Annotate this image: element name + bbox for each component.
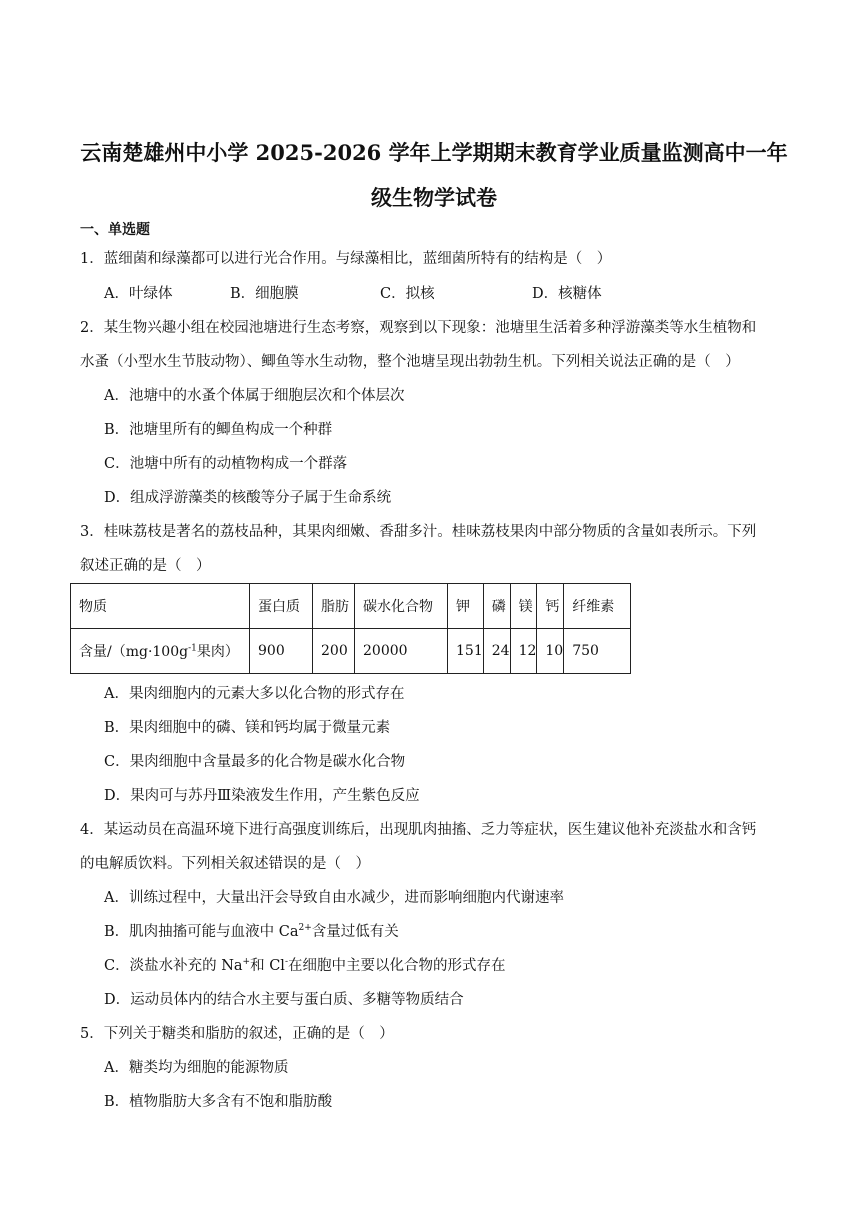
question-1-option-d[interactable]: D．核糖体 <box>532 286 602 302</box>
table-header-cell: 钙 <box>537 584 564 629</box>
question-3-option-a[interactable]: A．果肉细胞内的元素大多以化合物的形式存在 <box>104 686 405 702</box>
question-2-option-b[interactable]: B．池塘里所有的鲫鱼构成一个种群 <box>104 422 333 438</box>
question-3-stem-line-1: 3．桂味荔枝是著名的荔枝品种，其果肉细嫩、香甜多汁。桂味荔枝果肉中部分物质的含量如表所示。下列 <box>80 524 757 540</box>
question-1-stem: 1．蓝细菌和绿藻都可以进行光合作用。与绿藻相比，蓝细菌所特有的结构是（ ） <box>80 251 612 267</box>
table-cell: 750 <box>564 629 631 674</box>
table-cell: 200 <box>313 629 355 674</box>
table-cell: 24 <box>483 629 510 674</box>
exam-title-line-2: 级生物学试卷 <box>371 185 497 210</box>
table-header-cell: 碳水化合物 <box>355 584 448 629</box>
question-5-stem: 5．下列关于糖类和脂肪的叙述，正确的是（ ） <box>80 1026 394 1042</box>
table-cell: 20000 <box>355 629 448 674</box>
table-header-cell: 磷 <box>483 584 510 629</box>
table-header-cell: 脂肪 <box>313 584 355 629</box>
table-cell: 900 <box>250 629 313 674</box>
question-4-stem-line-1: 4．某运动员在高温环境下进行高强度训练后，出现肌肉抽搐、乏力等症状，医生建议他补充淡盐水和含钙 <box>80 822 757 838</box>
question-4-stem-line-2: 的电解质饮料。下列相关叙述错误的是（ ） <box>80 856 370 872</box>
question-2-stem-line-2: 水蚤（小型水生节肢动物）、鲫鱼等水生动物，整个池塘呈现出勃勃生机。下列相关说法正确的是（ ） <box>80 354 740 370</box>
table-header-cell: 纤维素 <box>564 584 631 629</box>
nutrient-table <box>70 583 631 674</box>
table-header-row <box>71 584 631 629</box>
question-5-option-b[interactable]: B．植物脂肪大多含有不饱和脂肪酸 <box>104 1094 333 1110</box>
question-4-option-c[interactable]: C．淡盐水补充的 Na+和 Cl-在细胞中主要以化合物的形式存在 <box>104 957 506 974</box>
question-2-option-d[interactable]: D．组成浮游藻类的核酸等分子属于生命系统 <box>104 490 392 506</box>
table-row-label: 含量$/(mg\cdot 100g^{-1}$果肉） <box>71 629 250 674</box>
exam-title-line-1: 云南楚雄州中小学 2025-2026 学年上学期期末教育学业质量监测高中一年 <box>80 140 788 165</box>
table-header-cell: 钾 <box>448 584 484 629</box>
question-3-stem-line-2: 叙述正确的是（ ） <box>80 558 211 574</box>
table-row <box>71 629 631 674</box>
question-3-option-d[interactable]: D．果肉可与苏丹Ⅲ染液发生作用，产生紫色反应 <box>104 788 420 804</box>
question-4-option-d[interactable]: D．运动员体内的结合水主要与蛋白质、多糖等物质结合 <box>104 992 464 1008</box>
table-cell: 12 <box>510 629 537 674</box>
section-heading: 一、单选题 <box>80 222 150 238</box>
table-header-cell: 镁 <box>510 584 537 629</box>
table-cell: 10 <box>537 629 564 674</box>
table-header-cell: 蛋白质 <box>250 584 313 629</box>
question-1-option-a[interactable]: A．叶绿体 <box>104 286 173 302</box>
question-1-option-c[interactable]: C．拟核 <box>380 286 435 302</box>
question-2-option-c[interactable]: C．池塘中所有的动植物构成一个群落 <box>104 456 348 472</box>
table-header-cell: 物质 <box>71 584 250 629</box>
question-5-option-a[interactable]: A．糖类均为细胞的能源物质 <box>104 1060 289 1076</box>
question-3-option-b[interactable]: B．果肉细胞中的磷、镁和钙均属于微量元素 <box>104 720 391 736</box>
question-4-option-b[interactable]: B．肌肉抽搐可能与血液中 $Ca^{2+}$含量过低有关 <box>104 923 399 940</box>
question-2-stem-line-1: 2．某生物兴趣小组在校园池塘进行生态考察，观察到以下现象：池塘里生活着多种浮游藻类等水生植物和 <box>80 320 757 336</box>
question-4-option-a[interactable]: A．训练过程中，大量出汗会导致自由水减少，进而影响细胞内代谢速率 <box>104 890 564 906</box>
question-3-option-c[interactable]: C．果肉细胞中含量最多的化合物是碳水化合物 <box>104 754 406 770</box>
table-cell: 151 <box>448 629 484 674</box>
question-1-option-b[interactable]: B．细胞膜 <box>230 286 299 302</box>
question-2-option-a[interactable]: A．池塘中的水蚤个体属于细胞层次和个体层次 <box>104 388 405 404</box>
